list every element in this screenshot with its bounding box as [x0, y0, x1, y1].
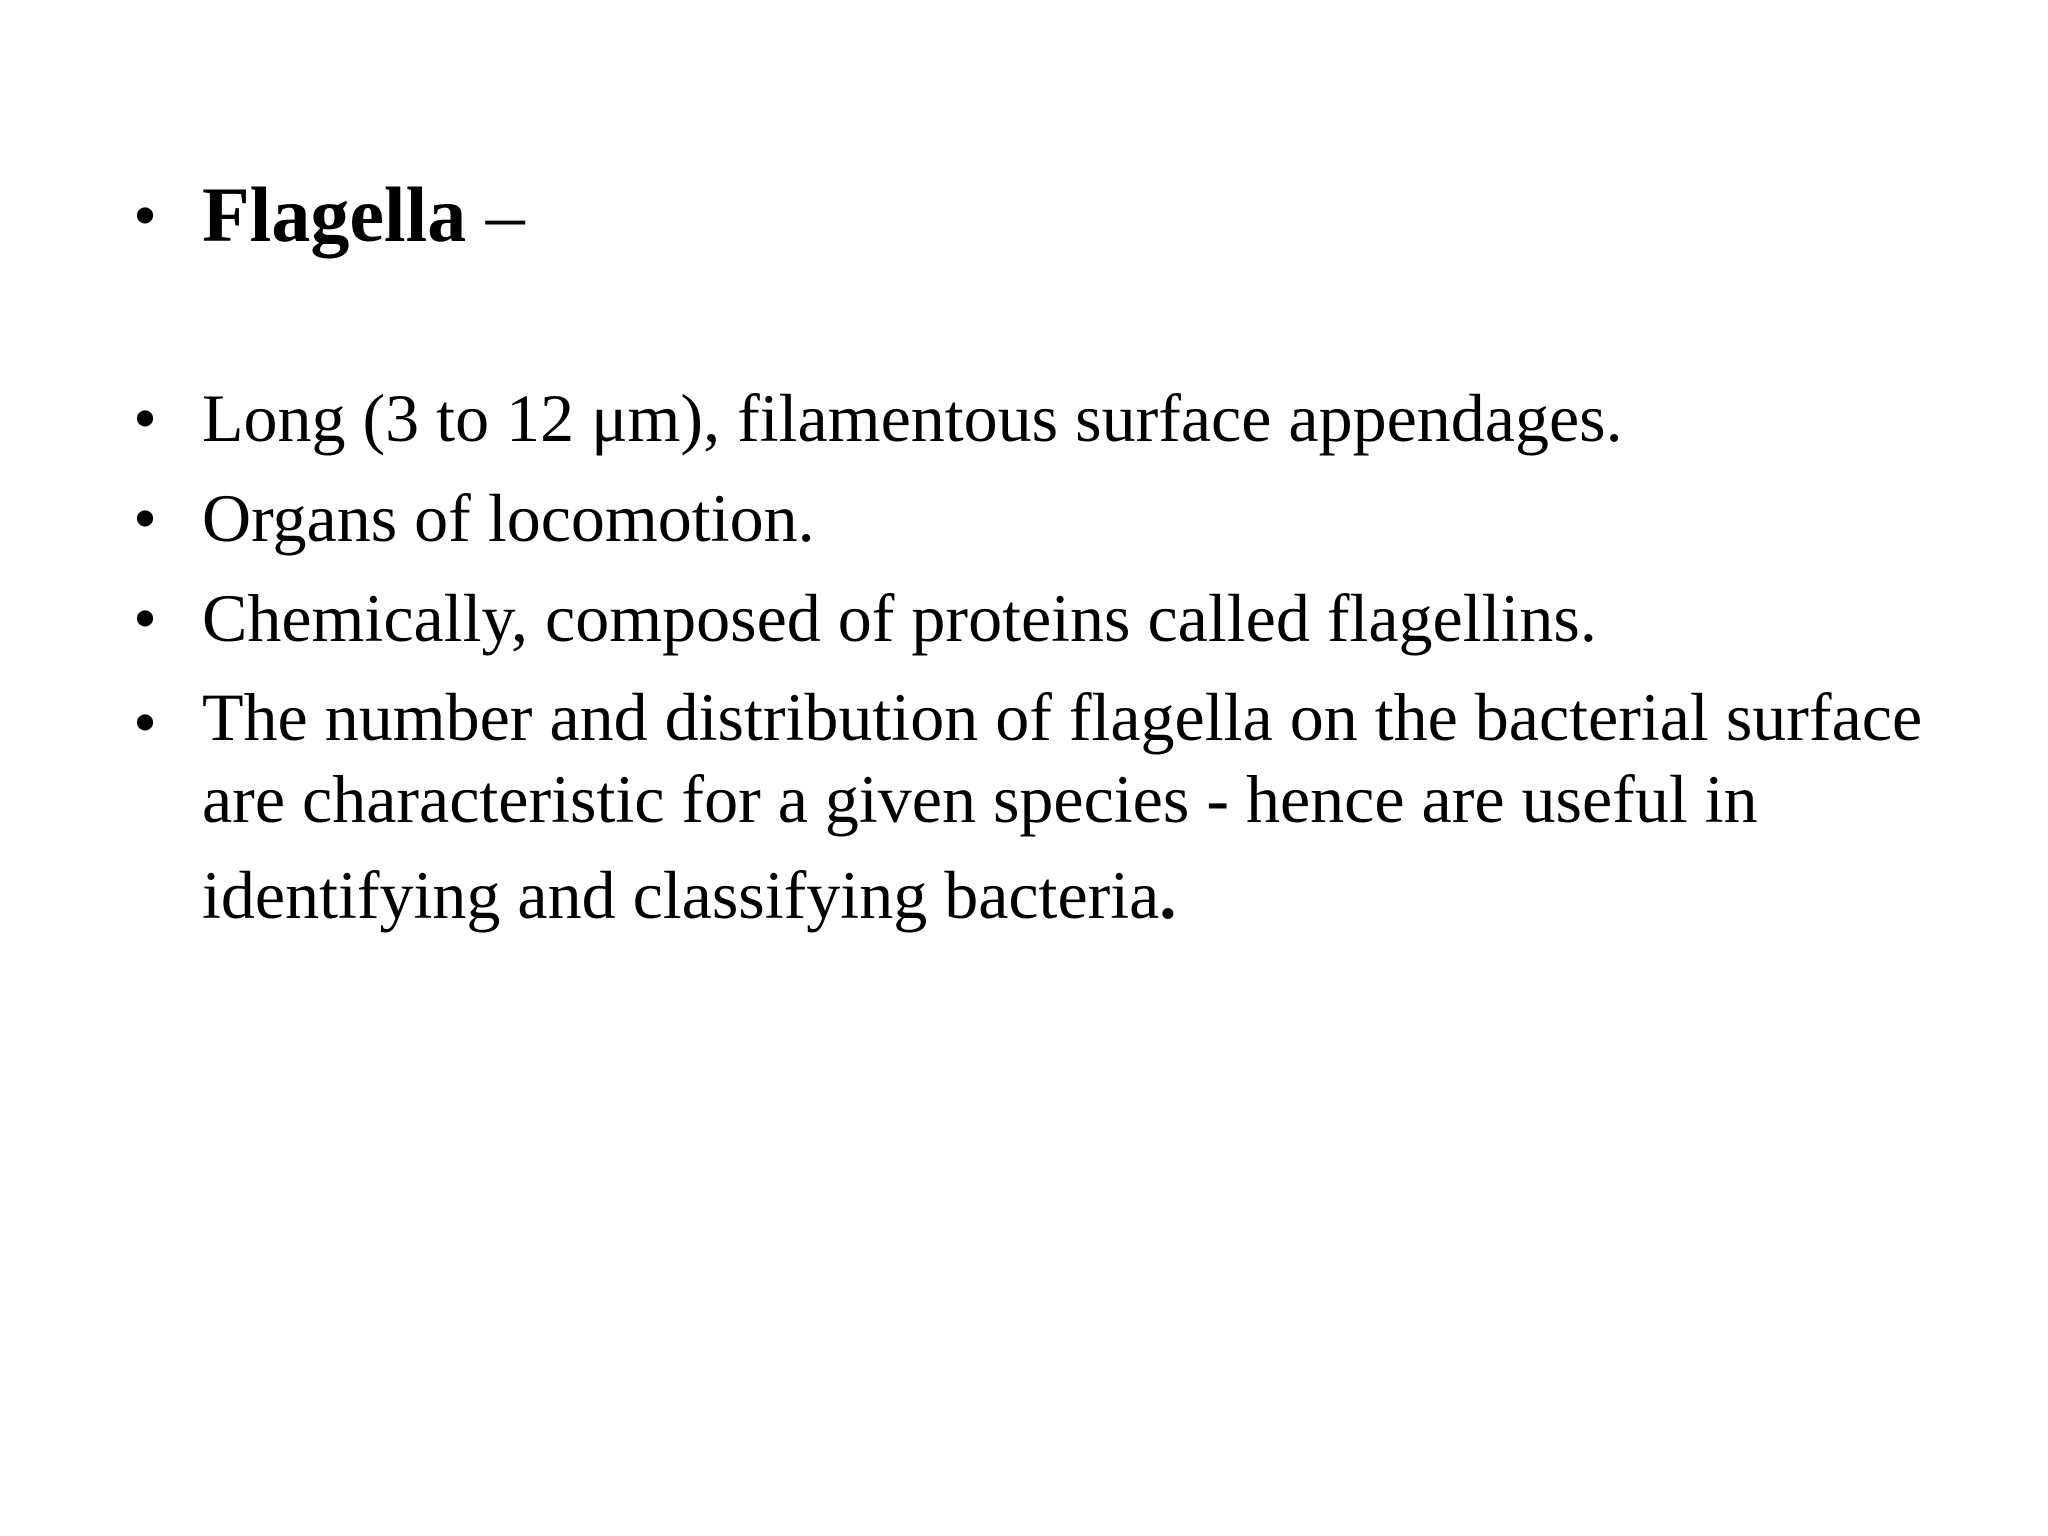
- title-term: Flagella: [202, 171, 467, 258]
- title-dash: –: [466, 171, 525, 258]
- list-item-line: are characteristic for a given species - hence are useful in: [202, 761, 1758, 837]
- list-item-text: [202, 676, 2048, 950]
- bullet-icon: •: [133, 380, 157, 456]
- list-item-text: Chemically, composed of proteins called flagellins.: [202, 580, 1597, 656]
- bullet-icon: •: [133, 684, 157, 760]
- list-item-line: [202, 840, 2048, 950]
- list-item-text: Organs of locomotion.: [202, 480, 815, 556]
- slide-title: [202, 170, 2048, 260]
- list-item-text: Long (3 to 12 μm), filamentous surface appendages.: [202, 380, 1623, 456]
- list-item-line-text: identifying and classifying bacteria: [202, 857, 1160, 933]
- bullet-icon: •: [133, 580, 157, 656]
- bullet-icon: •: [133, 480, 157, 556]
- list-item-period: .: [1159, 857, 1177, 933]
- bullet-icon: •: [133, 177, 157, 253]
- list-item-line: The number and distribution of flagella on the bacterial surface: [202, 679, 1923, 755]
